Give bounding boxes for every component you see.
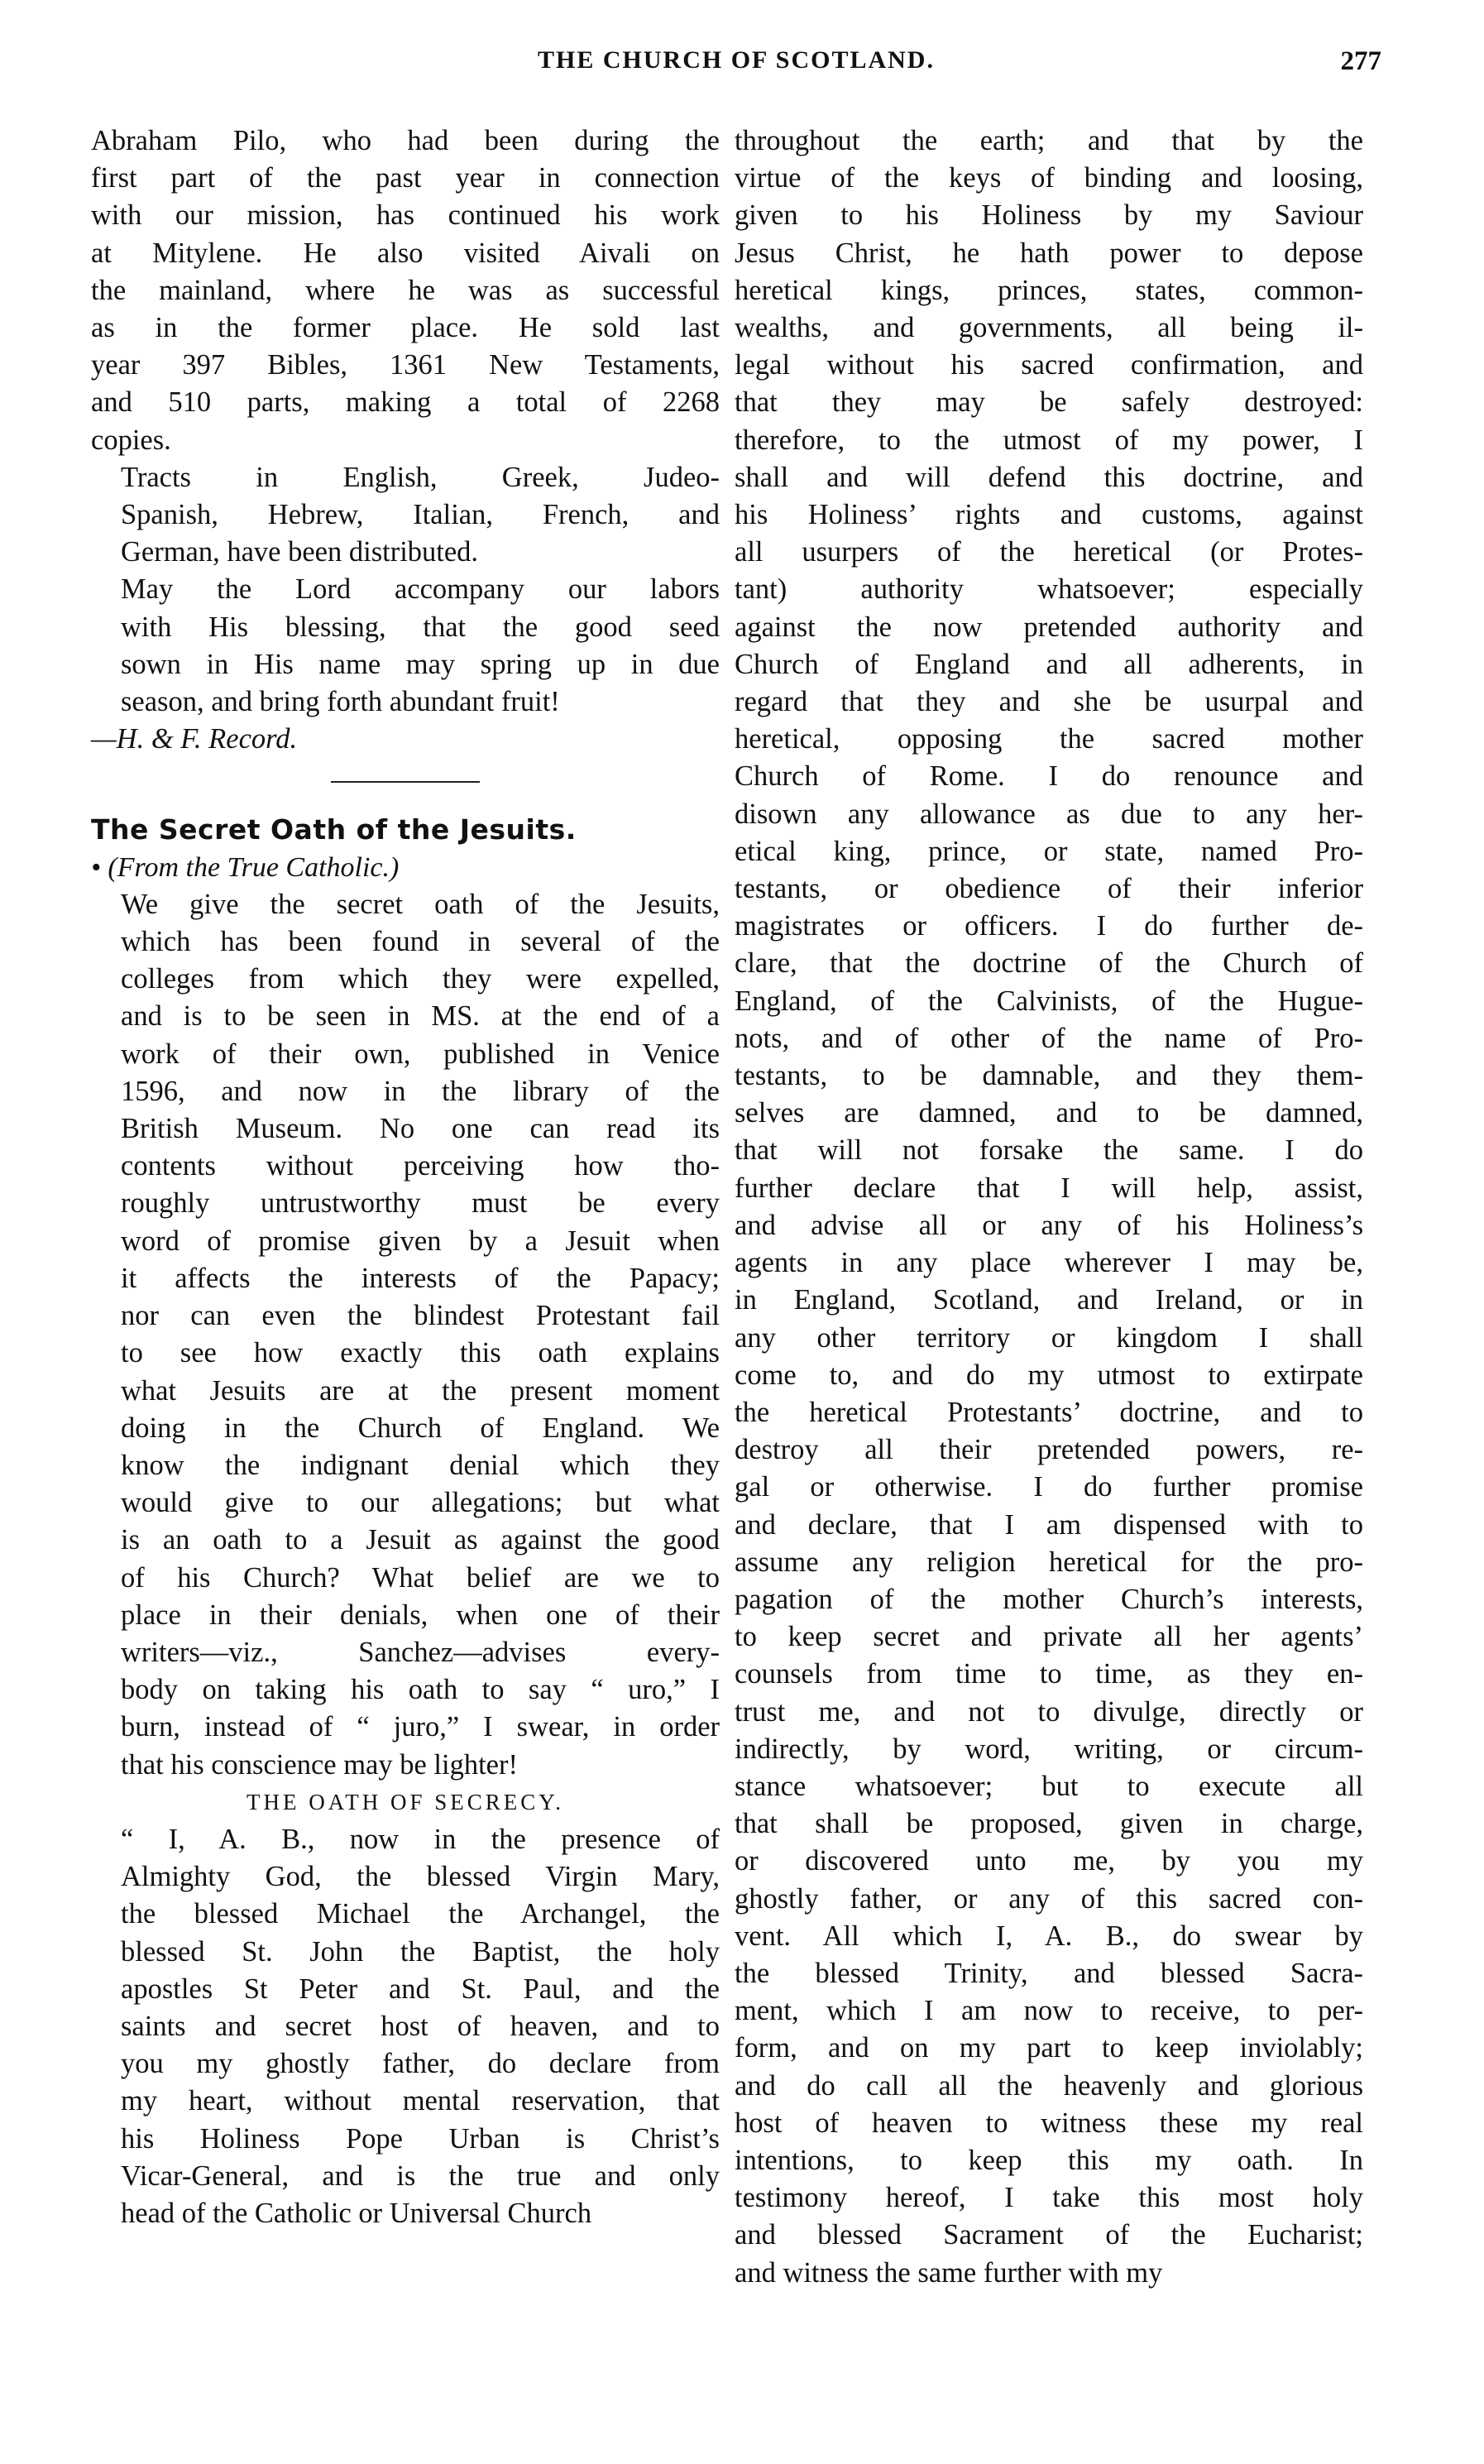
text-line: Church of England and all adherents, in <box>735 648 1363 680</box>
text-line: the mainland, where he was as successful <box>91 274 720 306</box>
text-line: therefore, to the utmost of my power, I <box>735 424 1363 456</box>
text-line: at Mitylene. He also visited Aivali on <box>91 237 720 269</box>
text-line: gal or otherwise. I do further promise <box>735 1471 1363 1503</box>
right-column <box>735 122 1363 2292</box>
source-signature: —H. & F. Record. <box>91 723 298 755</box>
text-line: word of promise given by a Jesuit when <box>121 1225 720 1257</box>
text-line: that his conscience may be lighter! <box>121 1748 518 1781</box>
text-line: Almighty God, the blessed Virgin Mary, <box>121 1861 720 1893</box>
text-line: destroy all their pretended powers, re- <box>735 1434 1363 1466</box>
text-line: May the Lord accompany our labors <box>121 573 720 606</box>
text-line: burn, instead of “ juro,” I swear, in order <box>121 1711 720 1743</box>
text-line: Abraham Pilo, who had been during the <box>91 125 720 156</box>
text-line: as in the former place. He sold last <box>91 312 720 344</box>
text-line: work of their own, published in Venice <box>121 1038 720 1070</box>
text-line: the blessed Trinity, and blessed Sacra- <box>735 1957 1363 1989</box>
text-line: that shall be proposed, given in charge, <box>735 1808 1363 1840</box>
paragraph <box>735 122 1363 2292</box>
text-line: first part of the past year in connection <box>91 162 720 194</box>
text-line: virtue of the keys of binding and loosing, <box>735 162 1363 194</box>
running-head <box>91 46 1381 79</box>
text-line: and 510 parts, making a total of 2268 <box>91 386 720 419</box>
text-line: heretical kings, princes, states, common- <box>735 274 1363 306</box>
text-line: the heretical Protestants’ doctrine, and to <box>735 1396 1363 1428</box>
text-line: of his Church? What belief are we to <box>121 1561 720 1594</box>
text-line: that they may be safely destroyed: <box>735 386 1363 419</box>
text-line: counsels from time to time, as they en- <box>735 1658 1363 1690</box>
text-line: Jesus Christ, he hath power to depose <box>735 237 1363 269</box>
paragraph <box>91 571 720 721</box>
text-line: Spanish, Hebrew, Italian, French, and <box>121 499 720 531</box>
text-line: and advise all or any of his Holiness’s <box>735 1209 1363 1241</box>
article-heading: The Secret Oath of the Jesuits. <box>91 813 577 846</box>
text-line: nor can even the blindest Protestant fail <box>121 1300 720 1332</box>
text-line: indirectly, by word, writing, or circum- <box>735 1733 1363 1765</box>
text-line: sown in His name may spring up in due <box>121 648 720 680</box>
text-line: regard that they and she be usurpal and <box>735 686 1363 718</box>
text-line: heretical, opposing the sacred mother <box>735 723 1363 755</box>
text-line: disown any allowance as due to any her- <box>735 798 1363 830</box>
article-source: • (From the True Catholic.) <box>91 851 400 883</box>
text-line: saints and secret host of heaven, and to <box>121 2010 720 2042</box>
text-line: or discovered unto me, by you my <box>735 1845 1363 1877</box>
text-line: know the indignant denial which they <box>121 1449 720 1481</box>
text-line: to see how exactly this oath explains <box>121 1337 720 1369</box>
text-line: agents in any place wherever I may be, <box>735 1247 1363 1279</box>
text-line: and blessed Sacrament of the Eucharist; <box>735 2219 1363 2251</box>
text-line: head of the Catholic or Universal Church <box>121 2197 592 2229</box>
text-line: you my ghostly father, do declare from <box>121 2048 720 2080</box>
text-line: trust me, and not to divulge, directly or <box>735 1695 1363 1728</box>
text-line: vent. All which I, A. B., do swear by <box>735 1920 1363 1952</box>
text-line: We give the secret oath of the Jesuits, <box>121 888 720 920</box>
paragraph <box>91 1821 720 2232</box>
text-line: selves are damned, and to be damned, <box>735 1097 1363 1129</box>
text-line: ghostly father, or any of this sacred con- <box>735 1882 1363 1915</box>
text-line: his Holiness Pope Urban is Christ’s <box>121 2122 720 2155</box>
oath-title: THE OATH OF SECRECY. <box>246 1789 565 1814</box>
text-line: testants, or obedience of their inferior <box>735 873 1363 905</box>
text-line: colleges from which they were expelled, <box>121 963 720 995</box>
text-line: shall and will defend this doctrine, and <box>735 461 1363 493</box>
text-line: magistrates or officers. I do further de- <box>735 910 1363 942</box>
text-line: against the now pretended authority and <box>735 611 1363 643</box>
text-line: copies. <box>91 424 171 456</box>
text-line: and declare, that I am dispensed with to <box>735 1508 1363 1541</box>
text-line: to keep secret and private all her agents’ <box>735 1621 1363 1653</box>
text-line: intentions, to keep this my oath. In <box>735 2144 1363 2176</box>
text-line: place in their denials, when one of their <box>121 1599 720 1631</box>
text-line: legal without his sacred confirmation, and <box>735 349 1363 381</box>
text-line: and witness the same further with my <box>735 2256 1163 2289</box>
text-line: in England, Scotland, and Ireland, or in <box>735 1284 1363 1316</box>
text-line: etical king, prince, or state, named Pro- <box>735 835 1363 867</box>
text-line: what Jesuits are at the present moment <box>121 1374 720 1407</box>
paragraph <box>91 886 720 1784</box>
section-divider <box>331 781 480 783</box>
text-line: roughly untrustworthy must be every <box>121 1187 720 1220</box>
text-line: contents without perceiving how tho- <box>121 1150 720 1182</box>
text-line: form, and on my part to keep inviolably; <box>735 2032 1363 2064</box>
text-line: doing in the Church of England. We <box>121 1412 720 1444</box>
text-line: Vicar-General, and is the true and only <box>121 2160 720 2192</box>
text-line: ment, which I am now to receive, to per- <box>735 1995 1363 2027</box>
paragraph <box>91 122 720 459</box>
text-line: apostles St Peter and St. Paul, and the <box>121 1973 720 2005</box>
text-line: come to, and do my utmost to extirpate <box>735 1359 1363 1391</box>
text-line: my heart, without mental reservation, that <box>121 2085 720 2117</box>
text-line: British Museum. No one can read its <box>121 1113 720 1145</box>
text-line: assume any religion heretical for the pro- <box>735 1546 1363 1578</box>
text-line: wealths, and governments, all being il- <box>735 312 1363 344</box>
text-line: his Holiness’ rights and customs, against <box>735 499 1363 531</box>
text-line: any other territory or kingdom I shall <box>735 1321 1363 1354</box>
page-number: 277 <box>1340 46 1381 76</box>
text-line: season, and bring forth abundant fruit! <box>121 686 560 718</box>
text-line: body on taking his oath to say “ uro,” I <box>121 1674 720 1706</box>
text-line: tant) authority whatsoever; especially <box>735 573 1363 606</box>
text-line: writers—viz., Sanchez—advises every- <box>121 1636 720 1668</box>
text-line: Church of Rome. I do renounce and <box>735 760 1363 793</box>
text-line: pagation of the mother Church’s interests, <box>735 1583 1363 1615</box>
running-title: THE CHURCH OF SCOTLAND. <box>538 46 935 74</box>
text-line: stance whatsoever; but to execute all <box>735 1770 1363 1802</box>
text-line: given to his Holiness by my Saviour <box>735 199 1363 232</box>
text-line: testants, to be damnable, and they them- <box>735 1060 1363 1092</box>
text-line: “ I, A. B., now in the presence of <box>121 1823 720 1855</box>
text-line: throughout the earth; and that by the <box>735 125 1363 156</box>
text-line: further declare that I will help, assist, <box>735 1172 1363 1204</box>
text-line: with His blessing, that the good seed <box>121 611 720 643</box>
text-line: nots, and of other of the name of Pro- <box>735 1022 1363 1054</box>
text-line: with our mission, has continued his work <box>91 199 720 232</box>
text-line: all usurpers of the heretical (or Protes- <box>735 536 1363 568</box>
text-line: the blessed Michael the Archangel, the <box>121 1898 720 1930</box>
text-line: and is to be seen in MS. at the end of a <box>121 1000 720 1033</box>
text-line: England, of the Calvinists, of the Hugue- <box>735 985 1363 1017</box>
left-column <box>91 122 720 2232</box>
text-line: clare, that the doctrine of the Church of <box>735 947 1363 980</box>
text-line: blessed St. John the Baptist, the holy <box>121 1935 720 1968</box>
text-line: would give to our allegations; but what <box>121 1487 720 1519</box>
text-line: which has been found in several of the <box>121 926 720 958</box>
text-line: host of heaven to witness these my real <box>735 2107 1363 2139</box>
text-line: testimony hereof, I take this most holy <box>735 2182 1363 2214</box>
text-line: is an oath to a Jesuit as against the good <box>121 1524 720 1556</box>
text-line: 1596, and now in the library of the <box>121 1075 720 1107</box>
text-line: Tracts in English, Greek, Judeo- <box>121 461 720 493</box>
text-line: it affects the interests of the Papacy; <box>121 1262 720 1294</box>
text-line: and do call all the heavenly and glorious <box>735 2069 1363 2102</box>
text-line: year 397 Bibles, 1361 New Testaments, <box>91 349 720 381</box>
paragraph <box>91 459 720 572</box>
text-line: that will not forsake the same. I do <box>735 1134 1363 1167</box>
text-line: German, have been distributed. <box>121 536 479 568</box>
